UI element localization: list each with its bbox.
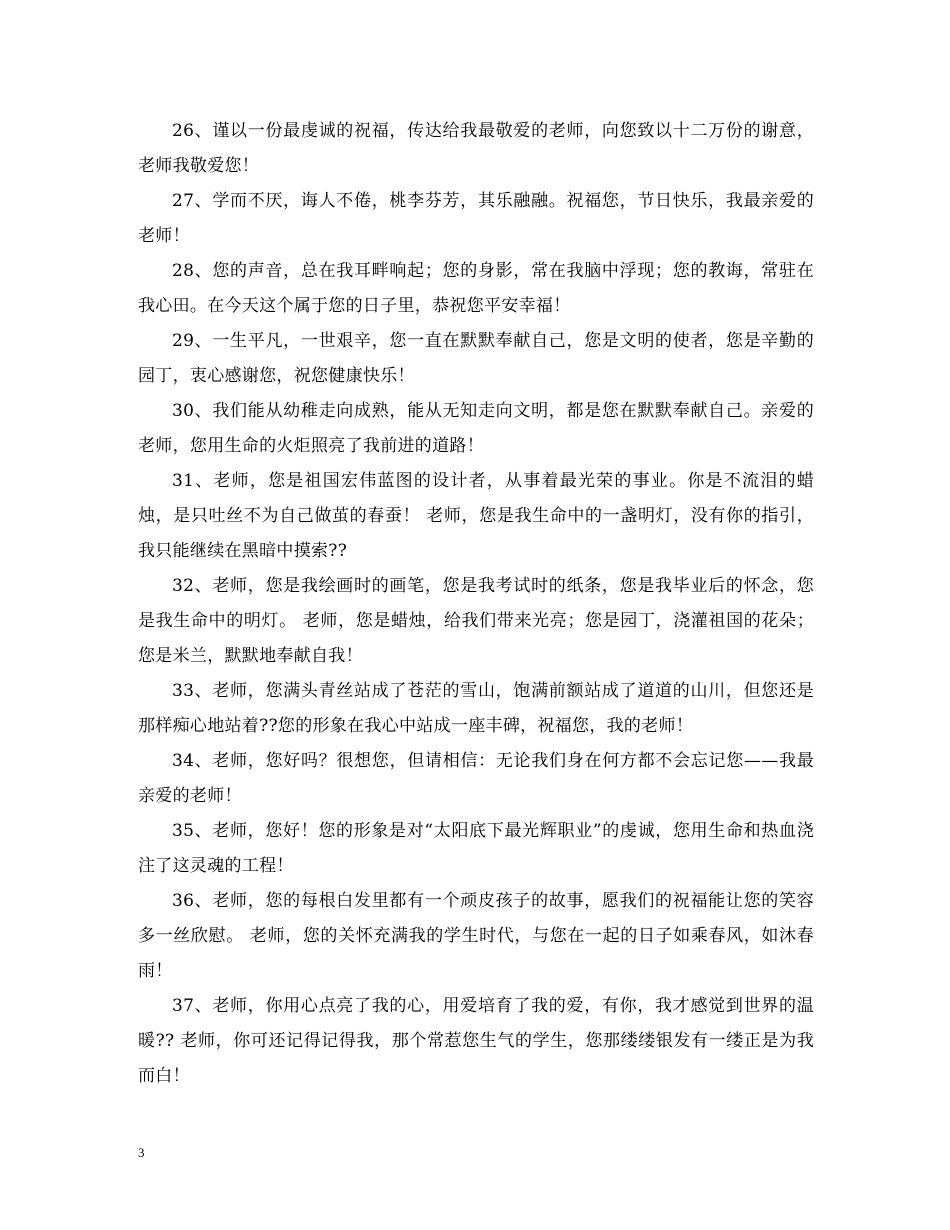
paragraph-37: 37、老师，你用心点亮了我的心，用爱培育了我的爱，有你，我才感觉到世界的温暖?? 老师，你可还记得记得我，那个常惹您生气的学生，您那缕缕银发有一缕正是为我而白！ [138,996,814,1086]
paragraph-28: 28、您的声音，总在我耳畔响起；您的身影，常在我脑中浮现；您的教诲，常驻在我心田。在今天这个属于您的日子里，恭祝您平安幸福！ [138,261,814,316]
paragraph-32: 32、老师，您是我绘画时的画笔，您是我考试时的纸条，您是我毕业后的怀念，您是我生命中的明灯。 老师，您是蜡烛，给我们带来光亮；您是园丁，浇灌祖国的花朵；您是米兰，默默地奉献自我！ [138,576,814,666]
paragraph-30: 30、我们能从幼稚走向成熟，能从无知走向文明，都是您在默默奉献自己。亲爱的老师，您用生命的火炬照亮了我前进的道路！ [138,401,814,456]
paragraph-34: 34、老师，您好吗？很想您，但请相信：无论我们身在何方都不会忘记您——我最亲爱的老师！ [138,751,814,806]
paragraph-26: 26、谨以一份最虔诚的祝福，传达给我最敬爱的老师，向您致以十二万份的谢意，老师我敬爱您！ [138,121,814,176]
paragraph-36: 36、老师，您的每根白发里都有一个顽皮孩子的故事，愿我们的祝福能让您的笑容多一丝欣慰。 老师，您的关怀充满我的学生时代，与您在一起的日子如乘春风，如沐春雨！ [138,891,814,981]
paragraph-29: 29、一生平凡，一世艰辛，您一直在默默奉献自己，您是文明的使者，您是辛勤的园丁，衷心感谢您，祝您健康快乐！ [138,331,814,386]
paragraph-33: 33、老师，您满头青丝站成了苍茫的雪山，饱满前额站成了道道的山川，但您还是那样痴心地站着??您的形象在我心中站成一座丰碑，祝福您，我的老师！ [138,681,814,736]
page-number: 3 [138,1145,145,1160]
page-body [138,114,814,1094]
paragraph-31: 31、老师，您是祖国宏伟蓝图的设计者，从事着最光荣的事业。你是不流泪的蜡烛，是只吐丝不为自己做茧的春蚕！ 老师，您是我生命中的一盏明灯，没有你的指引，我只能继续在黑暗中摸索?? [138,471,814,561]
paragraph-35: 35、老师，您好！您的形象是对“太阳底下最光辉职业”的虔诚，您用生命和热血浇注了这灵魂的工程！ [138,821,814,876]
paragraph-27: 27、学而不厌，诲人不倦，桃李芬芳，其乐融融。祝福您，节日快乐，我最亲爱的老师！ [138,191,814,246]
